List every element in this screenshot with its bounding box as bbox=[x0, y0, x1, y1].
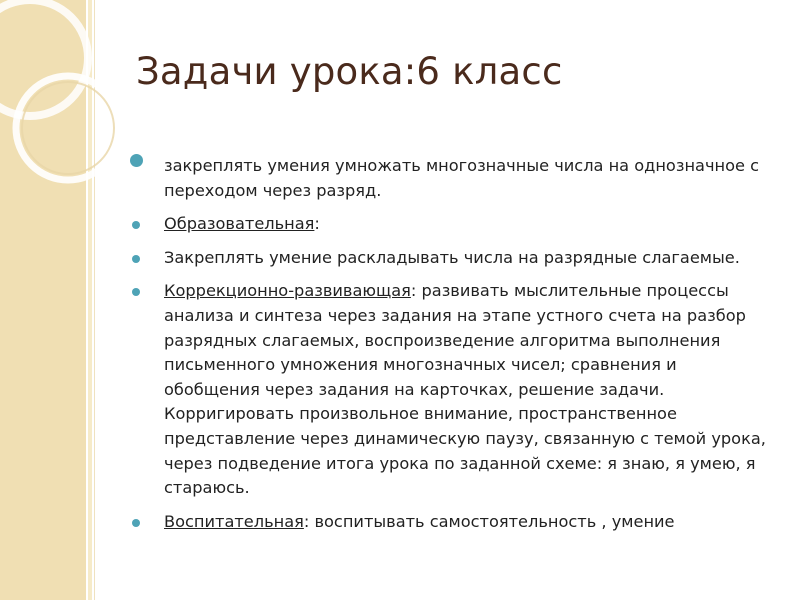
list-item bbox=[126, 246, 776, 271]
bullet-icon bbox=[130, 154, 143, 167]
bullet-list bbox=[126, 154, 776, 543]
item-text: : развивать мыслительные процессы анализа и синтеза через задания на этапе устного счета на разбор разрядных слагаемых, воспроизведение алгоритма выполнения письменного умножения многозначных чисел; сравнения и обобщения через задания на карточках, решение задачи. Корригировать произвольное внимание, пространственное представление через динамическую паузу, связанную с темой урока, через подведение итога урока по заданной схеме: я знаю, я умею, я стараюсь. bbox=[164, 281, 766, 498]
bullet-icon bbox=[132, 519, 140, 527]
item-text: : bbox=[314, 214, 320, 234]
page-title: Задачи урока:6 класс bbox=[136, 50, 563, 93]
bullet-icon bbox=[132, 221, 140, 229]
list-item bbox=[126, 212, 776, 237]
item-text: закреплять умения умножать многозначные числа на однозначное с переходом через разряд. bbox=[164, 156, 760, 200]
item-label: Воспитательная bbox=[164, 511, 304, 531]
bullet-icon bbox=[132, 255, 140, 263]
item-label: Образовательная bbox=[164, 214, 315, 234]
bullet-icon bbox=[132, 288, 140, 296]
item-text: : воспитывать самостоятельность , умение bbox=[303, 511, 675, 531]
list-item bbox=[126, 154, 776, 203]
item-text: Закреплять умение раскладывать числа на разрядные слагаемые. bbox=[164, 247, 740, 267]
list-item bbox=[126, 510, 776, 535]
item-label: Коррекционно-развивающая bbox=[164, 281, 411, 301]
list-item bbox=[126, 279, 776, 500]
